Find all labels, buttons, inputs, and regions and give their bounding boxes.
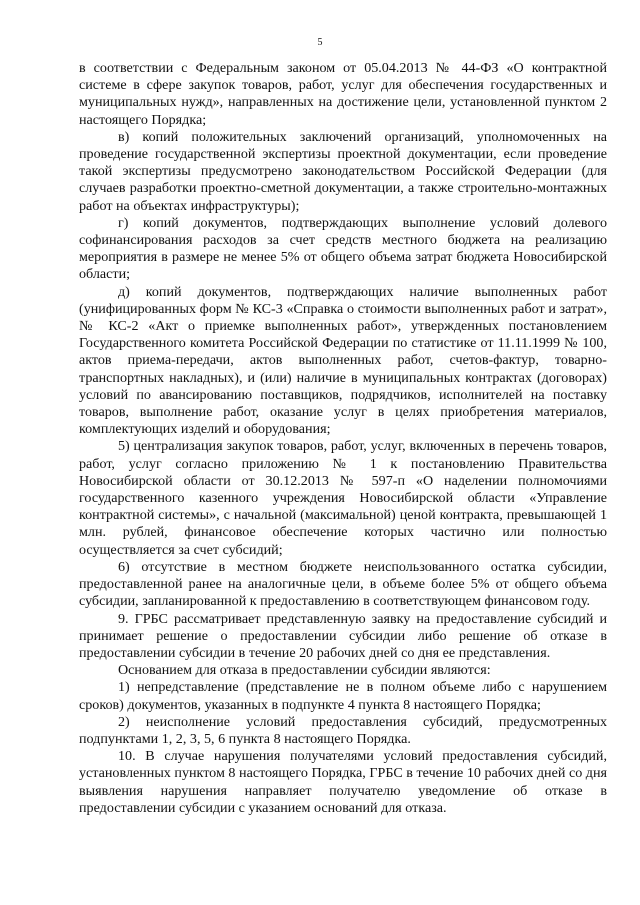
paragraph-refusal-2: 2) неисполнение условий предоставления субсидий, предусмотренных подпунктами 1, 2, 3, 5, 6 пункта 8 настоящего Порядка. [79,713,607,747]
paragraph-item-5: 5) централизация закупок товаров, работ, услуг, включенных в перечень товаров, работ, услуг согласно приложению № 1 к постановлению Правительства Новосибирской области от 30.12.2013 № 597-п «О наделении полномочиями государственного казенного учреждения Новосибирской области «Управление контрактной системы», с начальной (максимальной) ценой контракта, превышающей 1 млн. рублей, финансовое обеспечение которых частично или полностью осуществляется за счет субсидий; [79,438,607,558]
paragraph-section-9: 9. ГРБС рассматривает представленную заявку на предоставление субсидий и принимает решение о предоставлении субсидии либо решение об отказе в предоставлении субсидии в течение 20 рабочих дней со дня ее представления. [79,610,607,661]
page-number: 5 [317,37,323,48]
paragraph-item-6: 6) отсутствие в местном бюджете неиспользованного остатка субсидии, предоставленной ранее на аналогичные цели, в объеме более 5% от общего объема субсидии, запланированной к предоставлению в соответствующем финансовом году. [79,558,607,610]
document-body [79,60,607,817]
paragraph-item-g: г) копий документов, подтверждающих выполнение условий долевого софинансирования расходов за счет средств местного бюджета на реализацию мероприятия в размере не менее 5% от общего объема затрат бюджета Новосибирской области; [79,214,607,283]
paragraph-refusal-grounds: Основанием для отказа в предоставлении субсидии являются: [118,662,491,679]
paragraph-section-10: 10. В случае нарушения получателями условий предоставления субсидий, установленных пунктом 8 настоящего Порядка, ГРБС в течение 10 рабочих дней со дня выявления нарушения направляет получателю уведомление об отказе в предоставлении субсидии с указанием оснований для отказа. [79,748,607,816]
paragraph-refusal-1: 1) непредставление (представление не в полном объеме либо с нарушением сроков) документов, указанных в подпункте 4 пункта 8 настоящего Порядка; [79,679,607,713]
paragraph-continuation: в соответствии с Федеральным законом от 05.04.2013 № 44-ФЗ «О контрактной системе в сфере закупок товаров, работ, услуг для обеспечения государственных и муниципальных нужд», направленных на достижение цели, установленной пунктом 2 настоящего Порядка; [79,60,607,128]
paragraph-item-v: в) копий положительных заключений организаций, уполномоченных на проведение государственной экспертизы проектной документации, если проведение такой экспертизы предусмотрено законодательством Российской Федерации (для случаев разработки проектно-сметной документации, а также строительно-монтажных работ на объектах инфраструктуры); [79,128,607,214]
paragraph-item-d: д) копий документов, подтверждающих наличие выполненных работ (унифицированных форм № КС-3 «Справка о стоимости выполненных работ и затрат», № КС-2 «Акт о приемке выполненных работ», утвержденных постановлением Государственного комитета Российской Федерации по статистике от 11.11.1999 № 100, актов приема-передачи, актов выполненных работ, счетов-фактур, товарно-транспортных накладных), и (или) наличие в муниципальных контрактах (договорах) условий по авансированию поставщиков, подрядчиков, исполнителей на поставку товаров, выполнение работ, оказание услуг в целях приобретения материалов, комплектующих изделий и оборудования; [79,283,607,438]
